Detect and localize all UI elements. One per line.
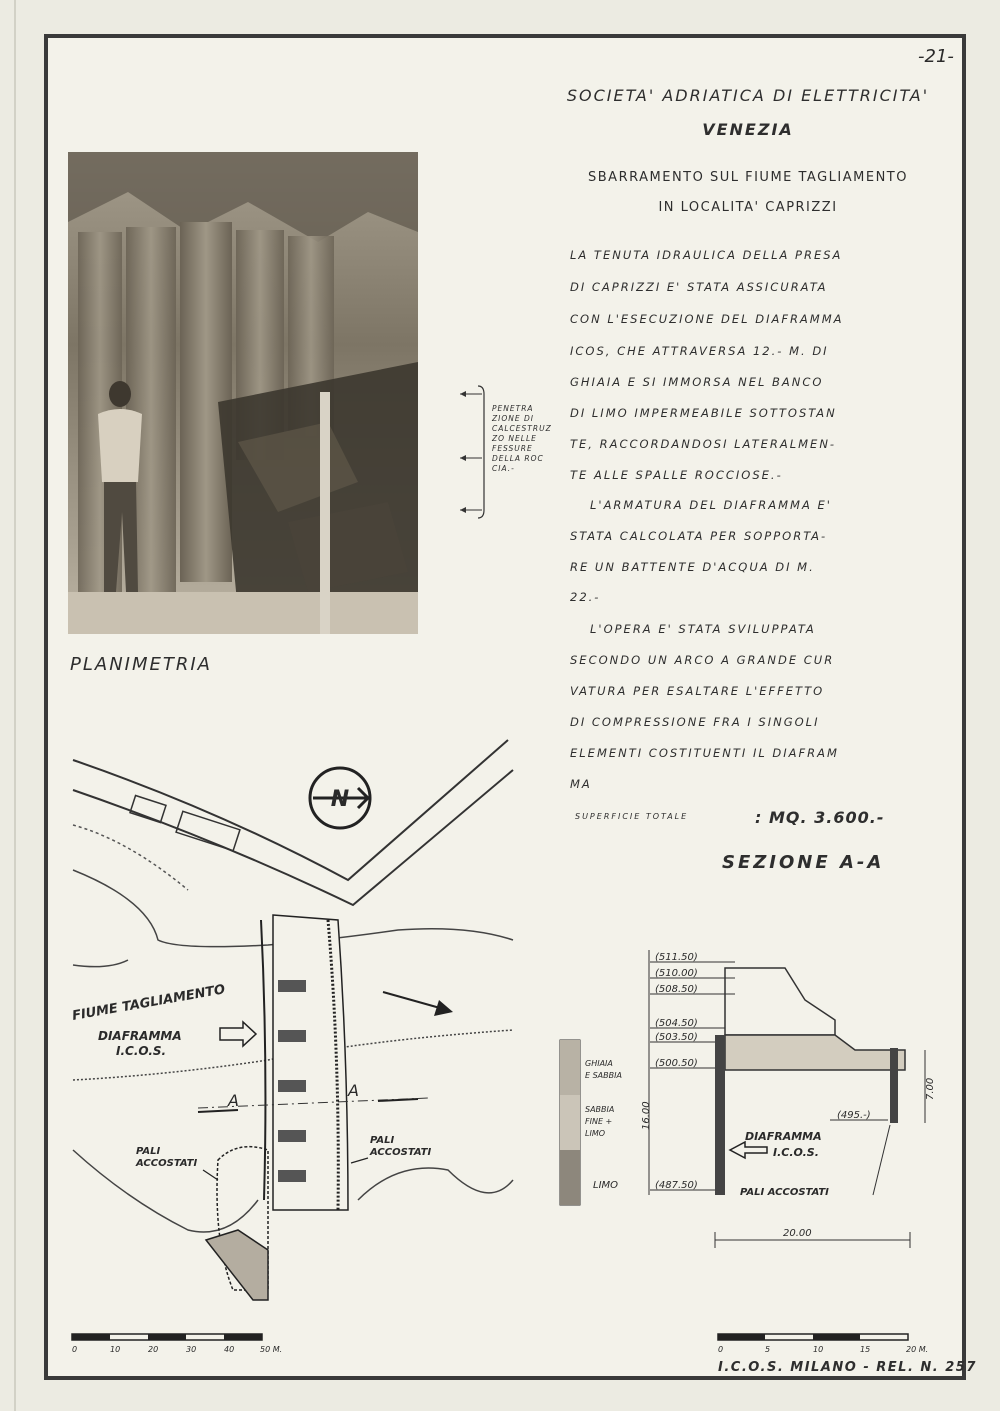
body-line: TE, RACCORDANDOSI LATERALMEN- xyxy=(570,437,837,451)
section-drawing xyxy=(555,940,955,1270)
body-line: ICOS, CHE ATTRAVERSA 12.- M. DI xyxy=(570,344,829,358)
photo-callout xyxy=(492,404,552,474)
title-line-1: SBARRAMENTO SUL FIUME TAGLIAMENTO xyxy=(588,170,908,185)
scale-tick: 30 xyxy=(186,1345,197,1354)
soil-sand-label-1: SABBIA xyxy=(585,1105,615,1114)
planimetria-drawing xyxy=(68,730,518,1330)
piles-right-label-2: ACCOSTATI xyxy=(370,1147,432,1158)
body-line: TE ALLE SPALLE ROCCIOSE.- xyxy=(570,468,783,482)
body-line: MA xyxy=(570,777,592,791)
body-line: LA TENUTA IDRAULICA DELLA PRESA xyxy=(570,248,843,262)
body-line: L'OPERA E' STATA SVILUPPATA xyxy=(590,622,816,636)
planimetria-title: PLANIMETRIA xyxy=(70,654,212,675)
section-diaphragm-label-1: DIAFRAMMA xyxy=(745,1130,822,1143)
scale-tick: 5 xyxy=(765,1345,771,1354)
callout-line: ZIONE DI xyxy=(492,414,534,423)
soil-sand-label-3: LIMO xyxy=(585,1129,606,1138)
section-piles-label: PALI ACCOSTATI xyxy=(740,1187,829,1198)
planimetria-scale-bar xyxy=(70,1330,310,1356)
section-mark-left: A xyxy=(228,1091,239,1110)
elevation-label: (487.50) xyxy=(655,1180,698,1191)
tip-elevation-label: (495.-) xyxy=(837,1110,871,1121)
piles-left-label-2: ACCOSTATI xyxy=(136,1158,198,1169)
section-diaphragm-label-2: I.C.O.S. xyxy=(773,1146,819,1159)
body-line: DI CAPRIZZI E' STATA ASSICURATA xyxy=(570,280,828,294)
callout-line: ZO NELLE xyxy=(492,434,537,443)
diaphragm-arrow-icon xyxy=(220,1022,256,1046)
callout-line: DELLA ROC xyxy=(492,454,544,463)
callout-line: FESSURE xyxy=(492,444,533,453)
elevation-label: (504.50) xyxy=(655,1018,698,1029)
callout-line: CALCESTRUZ xyxy=(492,424,552,433)
scale-tick: 20 m. xyxy=(906,1345,929,1354)
page-number: -21- xyxy=(918,46,954,67)
binding-line xyxy=(14,0,16,1411)
diaphragm-wall xyxy=(715,1035,725,1195)
site-photo xyxy=(68,152,418,634)
diaphragm-label-1: DIAFRAMMA xyxy=(98,1029,182,1043)
scale-tick: 50 m. xyxy=(260,1345,283,1354)
elevation-label: (508.50) xyxy=(655,984,698,995)
scale-tick: 0 xyxy=(718,1345,724,1354)
width-label: 20.00 xyxy=(783,1228,812,1239)
soil-sand-label-2: FINE + xyxy=(585,1117,613,1126)
scale-tick: 10 xyxy=(813,1345,824,1354)
elevation-label: (503.50) xyxy=(655,1032,698,1043)
body-line: RE UN BATTENTE D'ACQUA DI M. xyxy=(570,560,815,574)
surface-label: SUPERFICIE TOTALE xyxy=(575,812,689,821)
depth-label: 16.00 xyxy=(641,1101,652,1130)
scale-tick: 10 xyxy=(110,1345,121,1354)
callout-bracket xyxy=(458,384,494,520)
flow-arrow-icon xyxy=(383,992,453,1016)
callout-line: PENETRA xyxy=(492,404,534,413)
elevation-label: (500.50) xyxy=(655,1058,698,1069)
piles-right-label-1: PALI xyxy=(370,1135,395,1146)
body-line: SECONDO UN ARCO A GRANDE CUR xyxy=(570,653,835,667)
elevation-label: (511.50) xyxy=(655,952,698,963)
body-line: GHIAIA E SI IMMORSA NEL BANCO xyxy=(570,375,824,389)
body-line: STATA CALCOLATA PER SOPPORTA- xyxy=(570,529,828,543)
body-line: VATURA PER ESALTARE L'EFFETTO xyxy=(570,684,825,698)
title-line-2: IN LOCALITA' CAPRIZZI xyxy=(658,200,838,215)
surface-value: : MQ. 3.600.- xyxy=(755,808,885,827)
section-mark-right: A xyxy=(348,1081,359,1100)
scale-tick: 15 xyxy=(860,1345,871,1354)
body-line: ELEMENTI COSTITUENTI IL DIAFRAM xyxy=(570,746,839,760)
river-label: FIUME TAGLIAMENTO xyxy=(71,982,227,1024)
scale-tick: 0 xyxy=(72,1345,78,1354)
body-line: CON L'ESECUZIONE DEL DIAFRAMMA xyxy=(570,312,844,326)
body-line: DI LIMO IMPERMEABILE SOTTOSTAN xyxy=(570,406,837,420)
piles-left-label-1: PALI xyxy=(136,1146,161,1157)
body-line: 22.- xyxy=(570,590,601,604)
building xyxy=(130,795,166,822)
height-label: 7.00 xyxy=(925,1077,936,1100)
soil-gravel-label-1: GHIAIA xyxy=(585,1059,613,1068)
north-label: N xyxy=(330,787,350,812)
callout-line: CIA.- xyxy=(492,464,515,473)
scale-tick: 40 xyxy=(224,1345,235,1354)
diaphragm-arrow-icon xyxy=(730,1142,767,1158)
footer-reference: I.C.O.S. MILANO - REL. N. 257 xyxy=(718,1360,977,1375)
body-line: L'ARMATURA DEL DIAFRAMMA E' xyxy=(590,498,832,512)
organization-city: VENEZIA xyxy=(702,120,794,139)
diaphragm-label-2: I.C.O.S. xyxy=(116,1044,167,1058)
scale-tick: 20 xyxy=(148,1345,159,1354)
section-scale-bar xyxy=(716,1330,956,1356)
soil-silt-label: LIMO xyxy=(593,1180,619,1191)
north-arrow-icon xyxy=(310,768,370,828)
section-title: SEZIONE A-A xyxy=(722,852,885,873)
organization-name: SOCIETA' ADRIATICA DI ELETTRICITA' xyxy=(566,86,930,105)
soil-gravel-label-2: E SABBIA xyxy=(585,1071,622,1080)
body-line: DI COMPRESSIONE FRA I SINGOLI xyxy=(570,715,820,729)
elevation-label: (510.00) xyxy=(655,968,698,979)
